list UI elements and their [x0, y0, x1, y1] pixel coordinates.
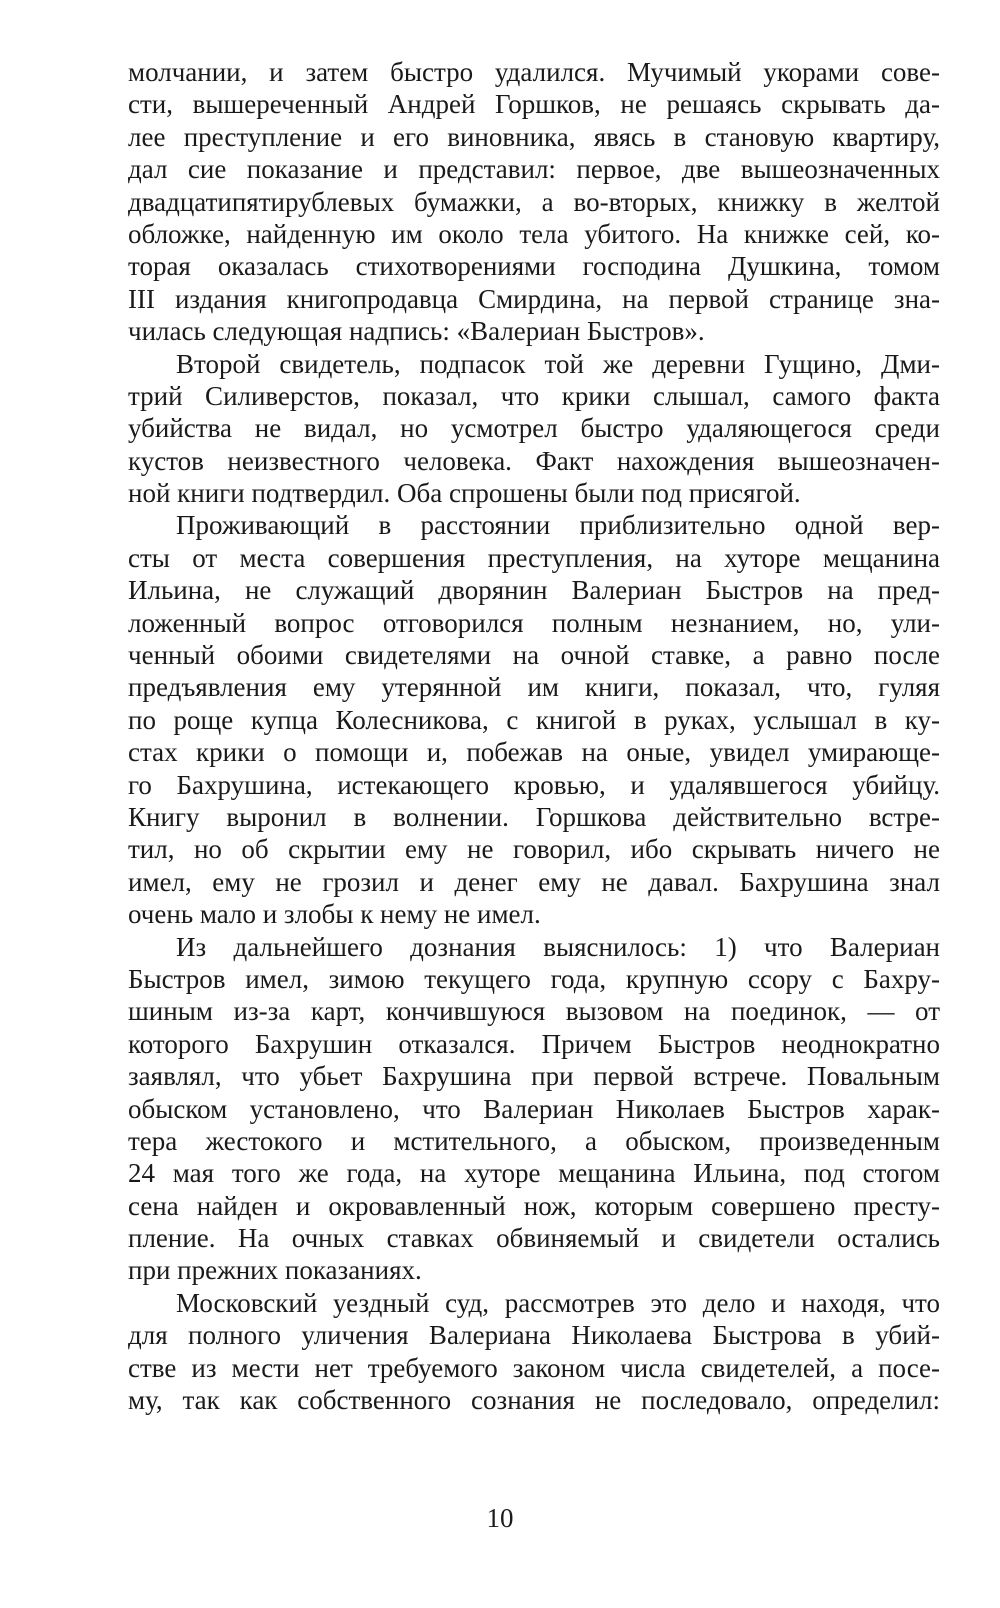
- text-line: ной книги подтвердил. Оба спрошены были под присягой.: [128, 478, 801, 509]
- text-line: пление. На очных ставках обвиняемый и свидетели остались: [128, 1223, 940, 1254]
- text-line: при прежних показаниях.: [128, 1255, 422, 1286]
- text-line: трий Силиверстов, показал, что крики слышал, самого факта: [128, 380, 940, 411]
- text-line: ченный обоими свидетелями на очной ставке, а равно после: [128, 640, 940, 671]
- text-line: Проживающий в расстоянии приблизительно одной вер-: [176, 510, 940, 541]
- text-line: обложке, найденную им около тела убитого. На книжке сей, ко-: [128, 218, 940, 249]
- text-line: обыском установлено, что Валериан Николаев Быстров харак-: [128, 1093, 940, 1124]
- text-line: шиным из-за карт, кончившуюся вызовом на поединок, — от: [128, 996, 940, 1027]
- text-line: ложенный вопрос отговорился полным незнанием, но, ули-: [128, 607, 940, 638]
- text-line: для полного уличения Валериана Николаева Быстрова в убий-: [128, 1320, 940, 1351]
- text-line: тера жестокого и мстительного, а обыском, произведенным: [128, 1125, 940, 1156]
- text-line: дал сие показание и представил: первое, две вышеозначенных: [128, 154, 940, 185]
- paragraph: [128, 56, 940, 348]
- text-line: стве из мести нет требуемого законом числа свидетелей, а посе-: [128, 1352, 940, 1383]
- text-line: молчании, и затем быстро удалился. Мучимый укорами сове-: [128, 57, 940, 87]
- paragraph: [128, 1287, 940, 1417]
- text-line: Второй свидетель, подпасок той же деревни Гущино, Дми-: [176, 348, 940, 379]
- text-line: Из дальнейшего дознания выяснилось: 1) что Валериан: [176, 931, 940, 962]
- text-line: торая оказалась стихотворениями господина Душкина, томом: [128, 251, 940, 282]
- text-line: III издания книгопродавца Смирдина, на первой странице зна-: [128, 283, 940, 314]
- text-line: предъявления ему утерянной им книги, показал, что, гуляя: [128, 672, 940, 703]
- page-number: 10: [486, 1503, 514, 1533]
- text-line: чилась следующая надпись: «Валериан Быстров».: [128, 316, 705, 347]
- text-line: го Бахрушина, истекающего кровью, и удалявшегося убийцу.: [128, 769, 940, 800]
- text-line: которого Бахрушин отказался. Причем Быстров неоднократно: [128, 1028, 940, 1059]
- text-line: Московский уездный суд, рассмотрев это дело и находя, что: [176, 1287, 940, 1318]
- text-line: сена найден и окровавленный нож, которым совершено престу-: [128, 1190, 940, 1221]
- text-line: заявлял, что убьет Бахрушина при первой встрече. Повальным: [128, 1061, 940, 1092]
- text-line: сти, вышереченный Андрей Горшков, не решаясь скрывать да-: [128, 89, 940, 120]
- text-line: по роще купца Колесникова, с книгой в руках, услышал в ку-: [128, 704, 940, 735]
- paragraph: [128, 509, 940, 930]
- text-line: Книгу выронил в волнении. Горшкова действительно встре-: [128, 801, 940, 832]
- text-line: двадцатипятирублевых бумажки, а во-вторых, книжку в желтой: [128, 186, 940, 217]
- text-line: му, так как собственного сознания не последовало, определил:: [128, 1385, 940, 1416]
- text-line: убийства не видал, но усмотрел быстро удаляющегося среди: [128, 413, 940, 444]
- text-line: Ильина, не служащий дворянин Валериан Быстров на пред-: [128, 575, 940, 606]
- text-line: тил, но об скрытии ему не говорил, ибо скрывать ничего не: [128, 834, 940, 865]
- text-line: сты от места совершения преступления, на хуторе мещанина: [128, 542, 940, 573]
- paragraph: [128, 348, 940, 510]
- text-line: лее преступление и его виновника, явясь в становую квартиру,: [128, 121, 940, 152]
- text-line: Быстров имел, зимою текущего года, крупную ссору с Бахру-: [128, 963, 940, 994]
- text-line: кустов неизвестного человека. Факт нахождения вышеозначен-: [128, 445, 940, 476]
- text-line: стах крики о помощи и, побежав на оные, увидел умирающе-: [128, 737, 940, 768]
- text-line: имел, ему не грозил и денег ему не давал. Бахрушина знал: [128, 866, 940, 897]
- page-text: [128, 56, 940, 1416]
- text-line: очень мало и злобы к нему не имел.: [128, 899, 541, 930]
- text-line: 24 мая того же года, на хуторе мещанина Ильина, под стогом: [128, 1158, 940, 1189]
- paragraph: [128, 931, 940, 1287]
